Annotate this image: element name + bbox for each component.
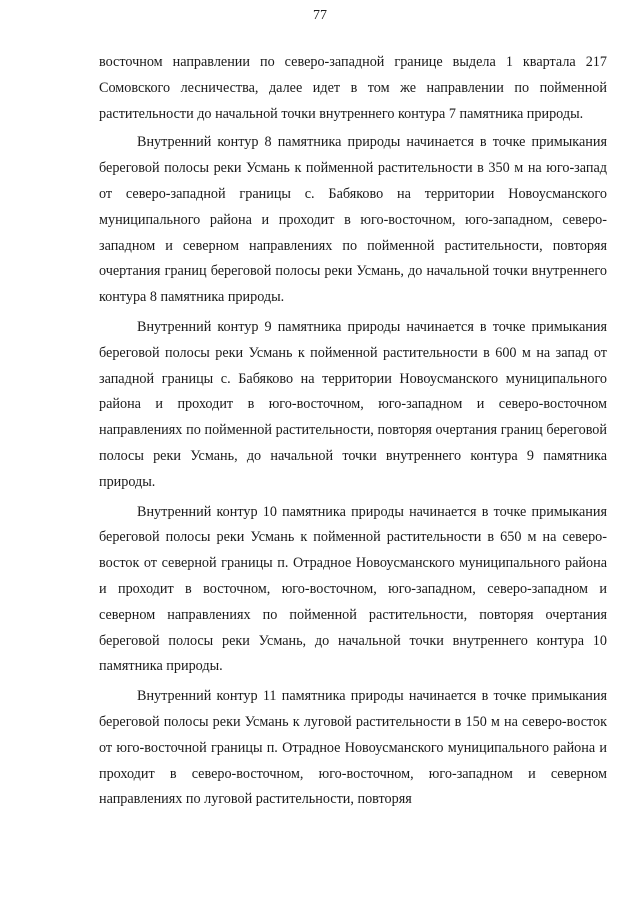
page-number: 77	[313, 8, 327, 23]
paragraph-contour-11: Внутренний контур 11 памятника природы начинается в точке примыкания береговой полосы реки Усмань к луговой растительности в 150 м на северо-восток от юго-восточной границы п. Отрадное Новоусманского муниципального района и проходит в северо-восточном, юго-восточном, юго-западном и северном направлениях по луговой растительности, повторяя	[99, 688, 607, 808]
paragraph-contour-10: Внутренний контур 10 памятника природы начинается в точке примыкания береговой полосы реки Усмань к пойменной растительности в 650 м на северо-восток от северной границы п. Отрадное Новоусманского муниципального района и проходит в восточном, юго-восточном, юго-западном, северо-западном и северном направлениях по пойменной растительности, повторяя очертания береговой полосы реки Усмань, до начальной точки внутреннего контура 10 памятника природы.	[99, 503, 607, 675]
paragraph-contour-9: Внутренний контур 9 памятника природы начинается в точке примыкания береговой полосы реки Усмань к пойменной растительности в 600 м на запад от западной границы с. Бабяково на территории Новоусманского муниципального района и проходит в юго-восточном, юго-западном и северо-восточном направлениях по пойменной растительности, повторяя очертания границ береговой полосы реки Усмань, до начальной точки внутреннего контура 9 памятника природы.	[99, 318, 607, 490]
paragraph-continuation: восточном направлении по северо-западной границе выдела 1 квартала 217 Сомовского лесничества, далее идет в том же направлении по пойменной растительности до начальной точки внутреннего контура 7 памятника природы.	[99, 54, 607, 122]
paragraph-contour-8: Внутренний контур 8 памятника природы начинается в точке примыкания береговой полосы реки Усмань к пойменной растительности в 350 м на юго-запад от северо-западной границы с. Бабяково на территории Новоусманского муниципального района и проходит в юго-восточном, юго-западном, северо-западном и северном направлениях по пойменной растительности, повторяя очертания границ береговой полосы реки Усмань, до начальной точки внутреннего контура 8 памятника природы.	[99, 134, 607, 306]
document-body	[99, 50, 607, 813]
